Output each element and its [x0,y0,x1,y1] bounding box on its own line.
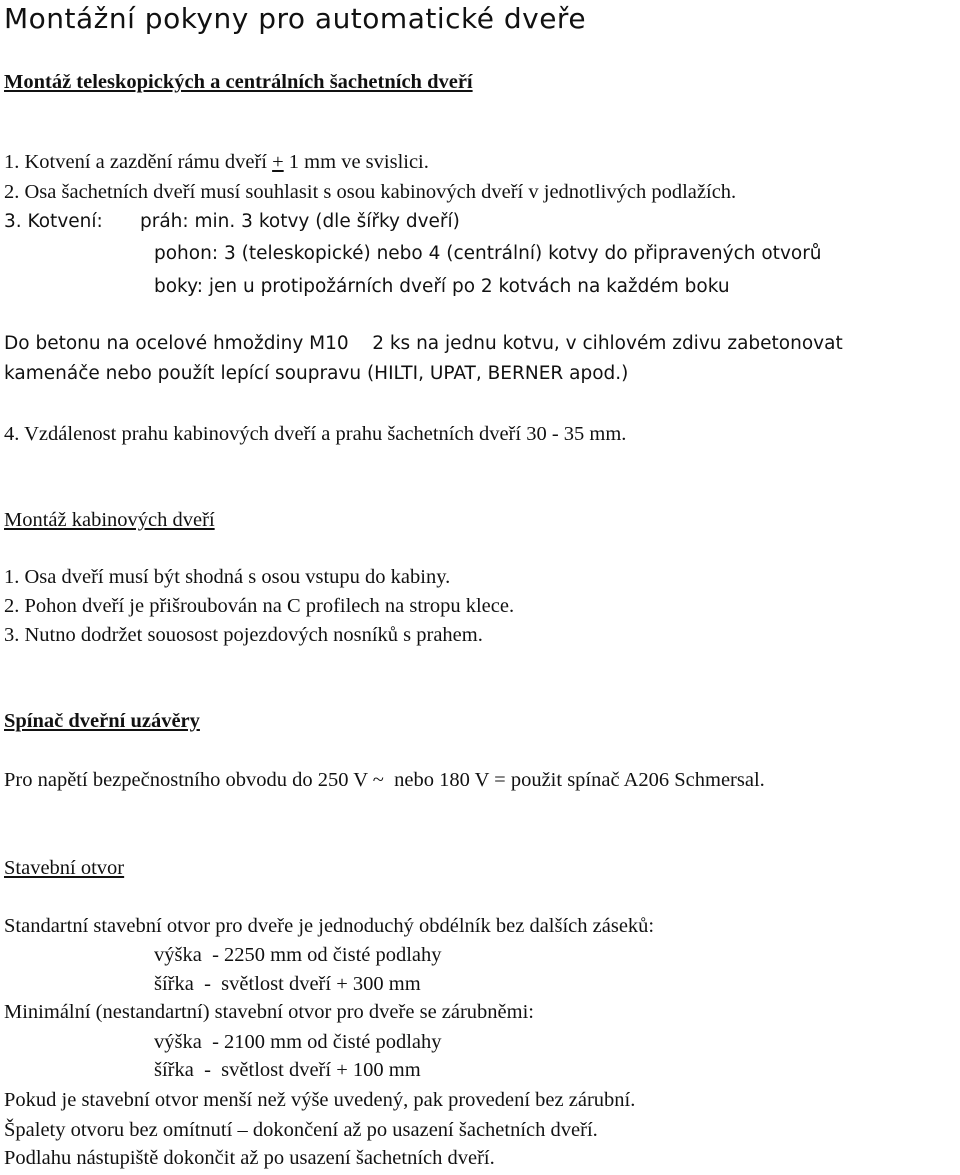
list-item-3-label: 3. Kotvení: [4,211,103,232]
list-item-kab-3: 3. Nutno dodržet souosost pojezdových nosníků s prahem. [4,624,483,646]
list-item-1 [4,150,429,174]
paragraph-podlaha: Podlahu nástupiště dokončit až po usazení šachetních dveří. [4,1147,495,1169]
paragraph-mensi-otvor: Pokud je stavební otvor menší než výše uvedený, pak provedení bez zárubní. [4,1089,636,1111]
list-item-3-pohon: pohon: 3 (teleskopické) nebo 4 (centrální) kotvy do připravených otvorů [154,243,822,264]
document-title: Montážní pokyny pro automatické dveře [4,2,587,35]
paragraph-spalety: Špalety otvoru bez omítnutí – dokončení až po usazení šachetních dveří. [4,1119,598,1141]
list-item-kab-2: 2. Pohon dveří je přišroubován na C profilech na stropu klece. [4,595,515,617]
plus-minus-sign: + [272,151,284,173]
list-item-3-prah: práh: min. 3 kotvy (dle šířky dveří) [140,211,460,232]
paragraph-minimalni: Minimální (nestandartní) stavební otvor pro dveře se zárubněmi: [4,1001,534,1023]
item-text: 1. Kotvení a zazdění rámu dveří [4,151,273,173]
section-heading-teleskopicke: Montáž teleskopických a centrálních šachetních dveří [4,71,473,93]
spec-vyska-min: výška - 2100 mm od čisté podlahy [154,1031,442,1053]
item-text: 1 mm ve svislici. [283,151,429,173]
list-item-4: 4. Vzdálenost prahu kabinových dveří a prahu šachetních dveří 30 - 35 mm. [4,423,627,445]
paragraph-standartni: Standartní stavební otvor pro dveře je jednoduchý obdélník bez dalších záseků: [4,915,655,937]
list-item-2: 2. Osa šachetních dveří musí souhlasit s osou kabinových dveří v jednotlivých podlažích. [4,181,737,203]
spec-sirka-standard: šířka - světlost dveří + 300 mm [154,973,421,995]
spec-sirka-min: šířka - světlost dveří + 100 mm [154,1059,421,1081]
paragraph-hmozdiny-1: Do betonu na ocelové hmoždiny M10 2 ks na jednu kotvu, v cihlovém zdivu zabetonovat [4,333,843,354]
section-heading-spinac: Spínač dveřní uzávěry [4,710,200,732]
spec-vyska-standard: výška - 2250 mm od čisté podlahy [154,944,442,966]
list-item-3-boky: boky: jen u protipožárních dveří po 2 kotvách na každém boku [154,276,730,297]
paragraph-hmozdiny-2: kamenáče nebo použít lepící soupravu (HILTI, UPAT, BERNER apod.) [4,363,629,384]
paragraph-spinac: Pro napětí bezpečnostního obvodu do 250 V ~ nebo 180 V = použit spínač A206 Schmersal. [4,769,765,791]
section-heading-stavebni-otvor: Stavební otvor [4,857,125,879]
list-item-kab-1: 1. Osa dveří musí být shodná s osou vstupu do kabiny. [4,566,451,588]
section-heading-kabinove: Montáž kabinových dveří [4,509,215,531]
